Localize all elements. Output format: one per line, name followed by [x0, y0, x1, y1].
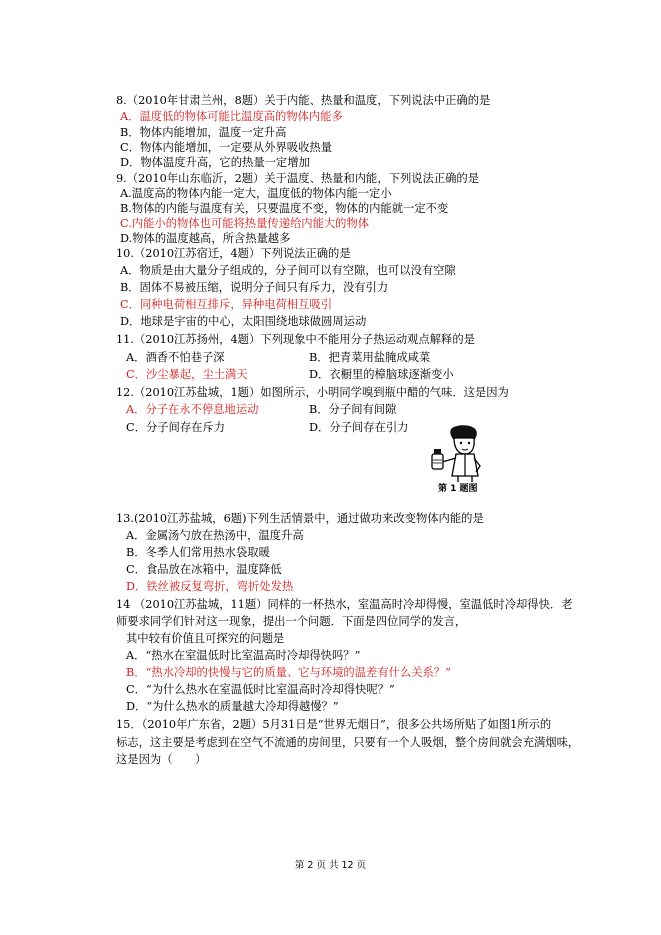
q10-option-d: D．地球是宇宙的中心，太阳围绕地球做圆周运动: [120, 315, 367, 328]
q11-option-d: D．衣橱里的樟脑球逐渐变小: [309, 368, 454, 381]
q8-option-b: B．物体内能增加，温度一定升高: [120, 126, 287, 139]
q14-option-c: C．“为什么热水在室温低时比室温高时冷却得快呢？”: [126, 683, 395, 696]
q8-option-a: A．温度低的物体可能比温度高的物体内能多: [120, 110, 343, 123]
q14-stem-line1: 14 （2010江苏盐城，11题）同样的一杯热水，室温高时冷却得慢，室温低时冷却得快．老: [116, 598, 573, 611]
q14-stem-line3: 其中较有价值且可探究的问题是: [126, 632, 285, 645]
q10-option-b: B．固体不易被压缩，说明分子间只有斥力，没有引力: [120, 281, 389, 294]
q14-option-b: B．“热水冷却的快慢与它的质量、它与环境的温差有什么关系？”: [126, 666, 451, 679]
q9-option-d: D.物体的温度越高，所含热量越多: [120, 232, 291, 245]
q14-option-a: A．“热水在室温低时比室温高时冷却得快吗？”: [126, 649, 361, 662]
q11-option-c: C．沙尘暴起，尘土满天: [126, 368, 248, 381]
q8-stem: 8.（2010年甘肃兰州，8题）关于内能、热量和温度，下列说法中正确的是: [116, 94, 491, 107]
q13-option-a: A．金属汤勺放在热汤中，温度升高: [126, 529, 304, 542]
q13-option-c: C．食品放在冰箱中，温度降低: [126, 563, 282, 576]
q9-option-c: C.内能小的物体也可能将热量传递给内能大的物体: [120, 217, 370, 230]
q13-option-b: B．冬季人们常用热水袋取暖: [126, 546, 270, 559]
q10-option-c: C．同种电荷相互排斥，异种电荷相互吸引: [120, 298, 332, 311]
q13-option-d: D．铁丝被反复弯折，弯折处发热: [126, 580, 294, 593]
q12-option-c: C．分子间存在斥力: [126, 421, 226, 434]
q12-option-d: D．分子间存在引力: [309, 421, 409, 434]
q8-option-c: C．物体内能增加，一定要从外界吸收热量: [120, 141, 332, 154]
q10-option-a: A．物质是由大量分子组成的，分子间可以有空隙，也可以没有空隙: [120, 264, 456, 277]
q11-stem: 11.（2010江苏扬州，4题）下列现象中不能用分子热运动观点解释的是: [116, 333, 475, 346]
q9-stem: 9.（2010年山东临沂，2题）关于温度、热量和内能，下列说法正确的是: [116, 172, 480, 185]
q14-option-d: D．“为什么热水的质量越大冷却得越慢？”: [126, 700, 339, 713]
q12-figure-caption: 第 1 题图: [438, 484, 478, 494]
q10-stem: 10.（2010江苏宿迁，4题）下列说法正确的是: [116, 247, 351, 260]
q13-stem: 13.(2010江苏盐城，6题)下列生活情景中，通过做功来改变物体内能的是: [116, 512, 484, 525]
q9-option-b: B.物体的内能与温度有关，只要温度不变，物体的内能就一定不变: [120, 202, 449, 215]
q11-option-a: A．酒香不怕巷子深: [126, 351, 225, 364]
q15-line2: 标志，这主要是考虑到在空气不流通的房间里，只要有一个人吸烟，整个房间就会充满烟味，: [116, 736, 580, 749]
q12-option-a: A．分子在永不停息地运动: [126, 403, 259, 416]
q11-option-b: B．把青菜用盐腌成咸菜: [309, 351, 431, 364]
q14-stem-line2: 师要求同学们针对这一现象，提出一个问题．下面是四位同学的发言，: [116, 615, 467, 628]
q15-line1: 15．（2010年广东省，2题）5月31日是“世界无烟日”，很多公共场所贴了如图1所示的: [116, 718, 552, 731]
page-footer: 第 2 页 共 12 页: [294, 860, 367, 871]
q8-option-d: D．物体温度升高，它的热量一定增加: [120, 156, 310, 169]
q12-option-b: B．分子间有间隙: [309, 403, 397, 416]
q15-line3: 这是因为（ ）: [116, 753, 207, 766]
q12-stem: 12.（2010江苏盐城，1题）如图所示，小明同学嗅到瓶中醋的气味．这是因为: [116, 386, 509, 399]
q9-option-a: A.温度高的物体内能一定大，温度低的物体内能一定小: [120, 187, 392, 200]
